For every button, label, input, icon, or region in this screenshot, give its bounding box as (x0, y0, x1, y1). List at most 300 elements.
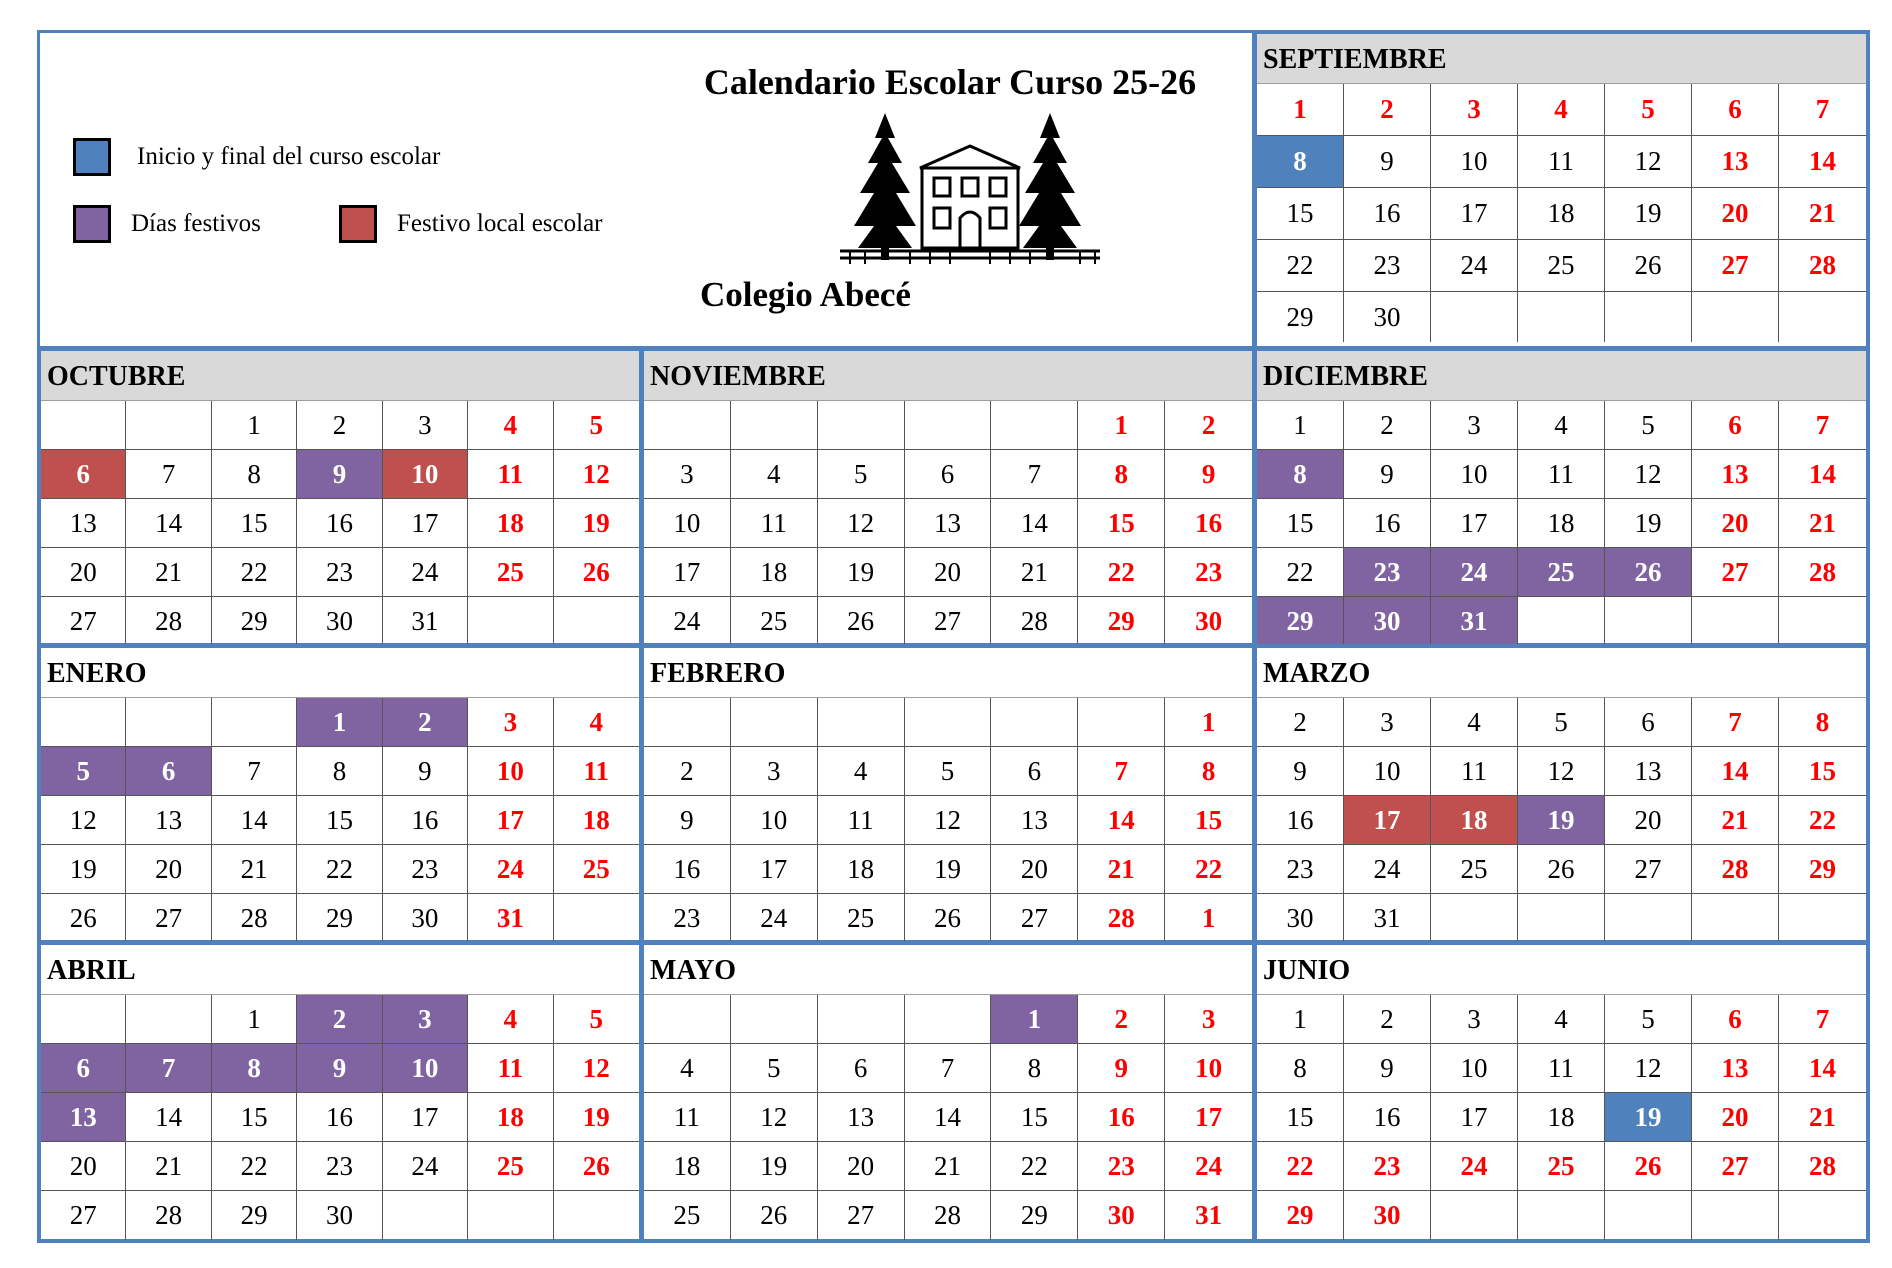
day-cell: 10 (1344, 747, 1431, 796)
day-cell: 2 (1257, 698, 1344, 747)
day-cell: 24 (383, 1142, 468, 1191)
school-logo-icon (830, 108, 1110, 268)
day-cell: 19 (1605, 1093, 1692, 1142)
day-cell: 14 (1078, 796, 1165, 845)
day-cell: 12 (1605, 1044, 1692, 1093)
day-cell: 15 (1257, 499, 1344, 548)
day-cell: 25 (1518, 1142, 1605, 1191)
day-cell: 1 (1201, 903, 1216, 933)
day-cell: 4 (1431, 698, 1518, 747)
day-cell: 11 (644, 1093, 731, 1142)
day-cell: 23 (297, 548, 382, 597)
legend-swatch-red (339, 205, 377, 243)
day-cell (818, 995, 905, 1044)
day-cell: 7 (1692, 698, 1779, 747)
day-cell: 30 (383, 894, 468, 943)
day-cell: 22 (1257, 1142, 1344, 1191)
day-cell (468, 1191, 553, 1240)
day-cell: 16 (1344, 1093, 1431, 1142)
day-cell: 30 (1344, 1191, 1431, 1240)
month-grid (41, 698, 639, 943)
day-cell: 28 (905, 1191, 992, 1240)
day-cell: 11 (468, 450, 553, 499)
day-cell (991, 401, 1078, 450)
day-cell: 21 (1779, 1093, 1866, 1142)
month-grid (1257, 84, 1866, 342)
day-cell: 15 (212, 499, 297, 548)
day-cell: 25 (1518, 548, 1605, 597)
day-cell: 29 (991, 1191, 1078, 1240)
day-cell: 19 (554, 1093, 639, 1142)
day-cell: 26 (905, 894, 992, 943)
day-cell: 23 (1078, 1142, 1165, 1191)
day-cell (1692, 292, 1779, 342)
day-cell: 3 (383, 995, 468, 1044)
day-cell: 6 (1692, 401, 1779, 450)
day-cell: 2 (297, 401, 382, 450)
day-cell: 9 (383, 747, 468, 796)
day-cell: 31 (1195, 1200, 1223, 1230)
day-cell: 26 (1605, 1142, 1692, 1191)
day-cell: 7 (126, 450, 211, 499)
day-cell: 26 (818, 597, 905, 646)
day-cell: 27 (991, 894, 1078, 943)
day-cell: 29 (212, 1191, 297, 1240)
day-cell (468, 597, 553, 646)
day-cell: 23 (1344, 240, 1431, 292)
day-cell: 3 (1344, 698, 1431, 747)
day-cell: 12 (554, 450, 639, 499)
day-cell: 30 (297, 1191, 382, 1240)
day-cell (1518, 292, 1605, 342)
day-cell: 21 (905, 1142, 992, 1191)
day-cell: 2 (1344, 401, 1431, 450)
day-cell: 22 (297, 845, 382, 894)
day-cell: 20 (41, 1142, 126, 1191)
day-cell: 16 (297, 1093, 382, 1142)
day-cell (1431, 894, 1518, 943)
day-cell: 17 (383, 1093, 468, 1142)
day-cell: 18 (468, 499, 553, 548)
day-cell: 1 (1078, 401, 1165, 450)
day-cell (1078, 698, 1165, 747)
day-cell: 6 (1692, 84, 1779, 136)
day-cell: 17 (1344, 796, 1431, 845)
legend-label: Inicio y final del curso escolar (137, 143, 441, 170)
day-cell: 30 (297, 597, 382, 646)
day-cell: 15 (1165, 796, 1252, 845)
month-abril (37, 941, 643, 1243)
day-cell: 16 (383, 796, 468, 845)
day-cell: 24 (1165, 1142, 1252, 1191)
day-cell: 14 (126, 499, 211, 548)
day-cell: 29 (1257, 1191, 1344, 1240)
month-name: OCTUBRE (41, 351, 639, 401)
day-cell: 9 (1078, 1044, 1165, 1093)
day-cell: 17 (1431, 188, 1518, 240)
day-cell: 29 (1257, 597, 1344, 646)
day-cell: 13 (126, 796, 211, 845)
day-cell: 17 (383, 499, 468, 548)
legend-swatch-blue (73, 138, 111, 176)
day-cell: 20 (991, 845, 1078, 894)
day-cell: 24 (1431, 1142, 1518, 1191)
day-cell: 8 (1165, 747, 1252, 796)
day-cell: 11 (731, 499, 818, 548)
day-cell: 14 (212, 796, 297, 845)
day-cell: 16 (297, 499, 382, 548)
day-cell (905, 401, 992, 450)
day-cell: 27 (41, 1191, 126, 1240)
day-cell: 2 (1344, 84, 1431, 136)
day-cell (644, 995, 731, 1044)
legend-item-holidays (73, 205, 261, 243)
month-name: DICIEMBRE (1257, 351, 1866, 401)
day-cell (1518, 1191, 1605, 1240)
day-cell: 4 (468, 995, 553, 1044)
day-cell: 2 (1344, 995, 1431, 1044)
day-cell (1605, 894, 1692, 943)
day-cell: 25 (644, 1191, 731, 1240)
day-cell: 28 (1692, 845, 1779, 894)
day-cell: 20 (1692, 1093, 1779, 1142)
day-cell: 1 (1257, 401, 1344, 450)
day-cell: 19 (554, 499, 639, 548)
day-cell: 27 (126, 894, 211, 943)
day-cell: 8 (1078, 450, 1165, 499)
day-cell: 6 (1692, 995, 1779, 1044)
day-cell: 12 (554, 1044, 639, 1093)
day-cell: 5 (818, 450, 905, 499)
day-cell: 7 (1078, 747, 1165, 796)
day-cell: 20 (905, 548, 992, 597)
day-cell: 15 (991, 1093, 1078, 1142)
day-cell: 27 (1605, 845, 1692, 894)
day-cell: 7 (991, 450, 1078, 499)
month-mayo (640, 941, 1256, 1243)
day-cell: 19 (41, 845, 126, 894)
month-noviembre (640, 347, 1256, 647)
day-cell: 25 (818, 894, 905, 943)
day-cell: 6 (1605, 698, 1692, 747)
day-cell: 1 (1257, 995, 1344, 1044)
day-cell: 19 (818, 548, 905, 597)
month-grid (644, 698, 1252, 943)
day-cell: 31 (468, 894, 553, 943)
day-cell: 11 (1431, 747, 1518, 796)
day-cell: 21 (126, 1142, 211, 1191)
day-cell: 12 (1605, 136, 1692, 188)
day-cell: 29 (1257, 292, 1344, 342)
day-cell (554, 894, 639, 943)
day-cell: 5 (554, 401, 639, 450)
day-cell: 20 (1692, 499, 1779, 548)
day-cell: 23 (1344, 548, 1431, 597)
day-cell: 30 (1195, 606, 1223, 636)
day-cell: 20 (126, 845, 211, 894)
day-cell: 10 (1431, 1044, 1518, 1093)
day-cell (644, 698, 731, 747)
day-cell: 18 (468, 1093, 553, 1142)
day-cell (731, 401, 818, 450)
day-cell: 22 (1257, 240, 1344, 292)
day-cell: 18 (731, 548, 818, 597)
day-cell: 21 (1779, 188, 1866, 240)
page-title: Calendario Escolar Curso 25-26 (703, 62, 1197, 102)
day-cell (818, 698, 905, 747)
day-cell: 25 (554, 845, 639, 894)
legend-item-local (339, 205, 603, 243)
month-grid (1257, 698, 1866, 943)
day-cell: 3 (1431, 401, 1518, 450)
day-cell: 7 (126, 1044, 211, 1093)
month-diciembre (1253, 347, 1870, 647)
day-cell: 7 (1779, 401, 1866, 450)
day-cell: 2 (644, 747, 731, 796)
day-cell: 9 (297, 1044, 382, 1093)
day-cell (1692, 597, 1779, 646)
day-cell: 2 (297, 995, 382, 1044)
day-cell: 10 (644, 499, 731, 548)
day-cell: 27 (905, 597, 992, 646)
day-cell: 10 (1431, 450, 1518, 499)
day-cell: 12 (905, 796, 992, 845)
day-cell: 18 (554, 796, 639, 845)
day-cell: 28 (991, 597, 1078, 646)
day-cell: 19 (1605, 188, 1692, 240)
day-cell: 26 (1605, 548, 1692, 597)
day-cell: 23 (1344, 1142, 1431, 1191)
day-cell: 10 (383, 1044, 468, 1093)
day-cell: 10 (1165, 1044, 1252, 1093)
day-cell: 18 (1518, 499, 1605, 548)
month-name: JUNIO (1257, 945, 1866, 995)
day-cell: 5 (1605, 995, 1692, 1044)
day-cell: 10 (731, 796, 818, 845)
day-cell: 4 (1518, 84, 1605, 136)
day-cell (818, 401, 905, 450)
day-cell: 24 (468, 845, 553, 894)
day-cell: 11 (1518, 1044, 1605, 1093)
day-cell: 20 (1605, 796, 1692, 845)
day-cell: 31 (1431, 597, 1518, 646)
day-cell: 1 (212, 995, 297, 1044)
day-cell: 22 (1779, 796, 1866, 845)
month-enero (37, 644, 643, 944)
month-grid (1257, 995, 1866, 1240)
day-cell: 13 (1692, 450, 1779, 499)
day-cell (41, 401, 126, 450)
day-cell: 29 (1779, 845, 1866, 894)
month-name: ENERO (41, 648, 639, 698)
day-cell: 6 (818, 1044, 905, 1093)
day-cell: 22 (212, 548, 297, 597)
day-cell: 31 (1344, 894, 1431, 943)
day-cell: 20 (41, 548, 126, 597)
day-cell: 16 (1257, 796, 1344, 845)
day-cell: 9 (1344, 1044, 1431, 1093)
day-cell: 22 (212, 1142, 297, 1191)
day-cell: 7 (212, 747, 297, 796)
day-cell (1779, 1191, 1866, 1240)
day-cell: 22 (1165, 845, 1252, 894)
day-cell: 13 (991, 796, 1078, 845)
day-cell: 22 (1257, 548, 1344, 597)
day-cell: 24 (1431, 548, 1518, 597)
day-cell: 30 (1257, 894, 1344, 943)
day-cell: 21 (126, 548, 211, 597)
month-octubre (37, 347, 643, 647)
day-cell: 8 (991, 1044, 1078, 1093)
day-cell: 13 (41, 499, 126, 548)
day-cell: 11 (1518, 136, 1605, 188)
day-cell: 9 (1344, 450, 1431, 499)
day-cell: 2 (1078, 995, 1165, 1044)
day-cell (1518, 597, 1605, 646)
day-cell (1605, 1191, 1692, 1240)
day-cell: 25 (1431, 845, 1518, 894)
day-cell: 18 (1518, 1093, 1605, 1142)
day-cell (126, 995, 211, 1044)
day-cell: 12 (1605, 450, 1692, 499)
day-cell: 27 (1692, 548, 1779, 597)
day-cell: 26 (41, 894, 126, 943)
day-cell: 6 (41, 1044, 126, 1093)
month-name: SEPTIEMBRE (1257, 34, 1866, 84)
day-cell: 14 (1692, 747, 1779, 796)
day-cell: 16 (644, 845, 731, 894)
day-cell: 8 (297, 747, 382, 796)
day-cell: 1 (212, 401, 297, 450)
day-cell: 18 (1431, 796, 1518, 845)
day-cell: 25 (1518, 240, 1605, 292)
day-cell: 5 (731, 1044, 818, 1093)
day-cell: 3 (1431, 995, 1518, 1044)
day-cell: 29 (212, 597, 297, 646)
day-cell: 16 (1165, 499, 1252, 548)
day-cell: 7 (905, 1044, 992, 1093)
day-cell: 13 (1605, 747, 1692, 796)
day-cell: 4 (1518, 995, 1605, 1044)
day-cell (126, 698, 211, 747)
day-cell: 31 (383, 597, 468, 646)
day-cell: 12 (1518, 747, 1605, 796)
month-grid (644, 401, 1252, 646)
day-cell (991, 698, 1078, 747)
day-cell: 4 (731, 450, 818, 499)
day-cell: 23 (1257, 845, 1344, 894)
day-cell: 14 (905, 1093, 992, 1142)
day-cell: 10 (1431, 136, 1518, 188)
day-cell (126, 401, 211, 450)
day-cell: 4 (644, 1044, 731, 1093)
day-cell: 26 (1518, 845, 1605, 894)
day-cell: 16 (1344, 499, 1431, 548)
day-cell: 28 (1779, 240, 1866, 292)
day-cell: 21 (1692, 796, 1779, 845)
month-junio (1253, 941, 1870, 1243)
day-cell: 5 (905, 747, 992, 796)
day-cell: 5 (1518, 698, 1605, 747)
day-cell (1779, 597, 1866, 646)
day-cell: 1 (297, 698, 382, 747)
day-cell: 7 (1779, 84, 1866, 136)
day-cell: 13 (818, 1093, 905, 1142)
day-cell (905, 698, 992, 747)
day-cell: 12 (731, 1093, 818, 1142)
day-cell: 25 (731, 597, 818, 646)
day-cell: 14 (1779, 1044, 1866, 1093)
legend-label: Festivo local escolar (397, 210, 603, 237)
day-cell (1605, 597, 1692, 646)
month-marzo (1253, 644, 1870, 944)
day-cell: 21 (991, 548, 1078, 597)
month-grid (41, 995, 639, 1240)
day-cell: 9 (644, 796, 731, 845)
day-cell: 22 (1078, 548, 1165, 597)
header-panel (40, 33, 1256, 350)
month-name: MARZO (1257, 648, 1866, 698)
day-cell: 2 (383, 698, 468, 747)
day-cell: 23 (383, 845, 468, 894)
day-cell: 8 (212, 450, 297, 499)
day-cell: 28 (1779, 1142, 1866, 1191)
day-cell: 14 (991, 499, 1078, 548)
month-febrero (640, 644, 1256, 944)
day-cell (1692, 1191, 1779, 1240)
day-cell: 26 (554, 1142, 639, 1191)
day-cell: 9 (1165, 450, 1252, 499)
day-cell: 30 (1344, 597, 1431, 646)
day-cell: 19 (1605, 499, 1692, 548)
day-cell: 21 (1779, 499, 1866, 548)
day-cell: 25 (468, 1142, 553, 1191)
day-cell: 13 (905, 499, 992, 548)
day-cell: 16 (1078, 1093, 1165, 1142)
day-cell: 28 (126, 1191, 211, 1240)
day-cell (1605, 292, 1692, 342)
day-cell: 26 (731, 1191, 818, 1240)
day-cell: 3 (383, 401, 468, 450)
day-cell: 8 (212, 1044, 297, 1093)
day-cell: 26 (1605, 240, 1692, 292)
day-cell: 14 (1779, 136, 1866, 188)
day-cell: 11 (818, 796, 905, 845)
day-cell: 17 (1431, 1093, 1518, 1142)
day-cell: 17 (731, 845, 818, 894)
day-cell: 20 (818, 1142, 905, 1191)
day-cell: 18 (1518, 188, 1605, 240)
day-cell: 11 (554, 747, 639, 796)
day-cell: 27 (818, 1191, 905, 1240)
day-cell: 3 (468, 698, 553, 747)
day-cell: 18 (818, 845, 905, 894)
day-cell: 28 (1779, 548, 1866, 597)
day-cell: 24 (644, 597, 731, 646)
day-cell (554, 1191, 639, 1240)
month-septiembre (1253, 30, 1870, 350)
day-cell: 24 (1344, 845, 1431, 894)
day-cell: 11 (1518, 450, 1605, 499)
day-cell (731, 698, 818, 747)
day-cell: 3 (731, 747, 818, 796)
month-name: FEBRERO (644, 648, 1252, 698)
day-cell: 28 (126, 597, 211, 646)
day-cell: 8 (1257, 1044, 1344, 1093)
day-cell: 4 (1518, 401, 1605, 450)
day-cell: 4 (818, 747, 905, 796)
month-grid (644, 995, 1252, 1240)
